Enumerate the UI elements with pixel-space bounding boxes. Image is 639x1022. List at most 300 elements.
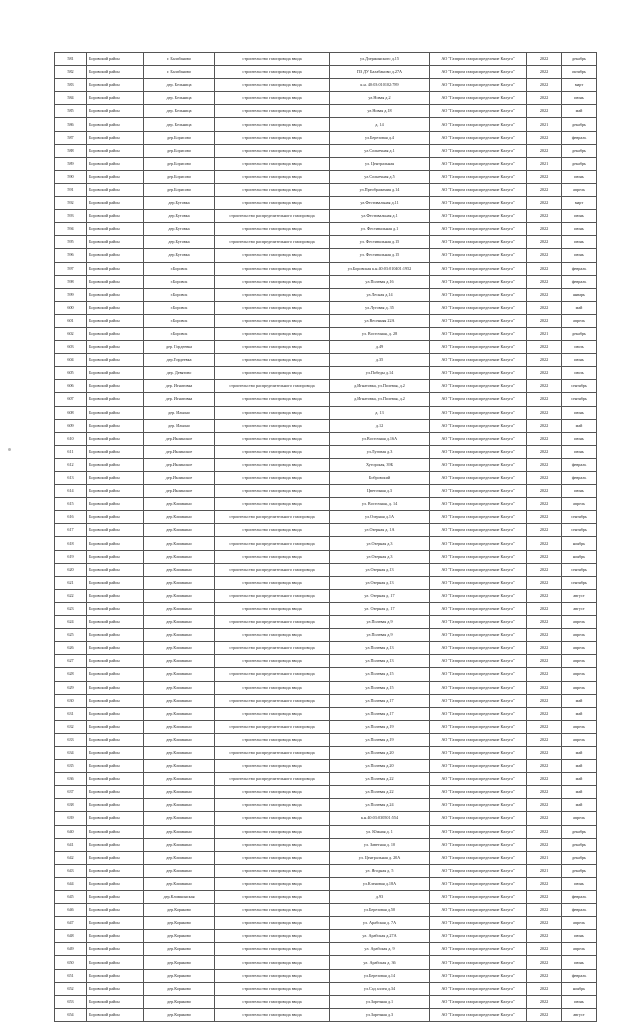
district-cell: Боровский район [87,511,144,524]
month-cell: июнь [562,445,597,458]
row-number-cell: 591 [55,183,87,196]
settlement-cell: дер.Иклинское [144,445,215,458]
district-cell: Боровский район [87,576,144,589]
table-row [55,92,597,105]
address-cell: ул.Преображения д.14 [330,183,430,196]
address-cell: ул. Ягодная д. 5 [330,864,430,877]
organization-cell: АО "Газпром газораспределение Калуга" [430,995,527,1008]
month-cell: июнь [562,236,597,249]
month-cell: сентябрь [562,524,597,537]
row-number-cell: 589 [55,157,87,170]
organization-cell: АО "Газпром газораспределение Калуга" [430,314,527,327]
district-cell: Боровский район [87,720,144,733]
district-cell: Боровский район [87,602,144,615]
month-cell: апрель [562,733,597,746]
month-cell: май [562,773,597,786]
address-cell: д. 14 [330,118,430,131]
address-cell: ул.Озерная д.1А [330,511,430,524]
organization-cell: АО "Газпром газораспределение Калуга" [430,498,527,511]
row-number-cell: 590 [55,170,87,183]
address-cell: ул.Полевая д.19 [330,720,430,733]
row-number-cell: 651 [55,969,87,982]
work-type-cell: строительство газопровода ввода [215,485,330,498]
month-cell: июнь [562,210,597,223]
settlement-cell: дер.Борисово [144,131,215,144]
year-cell: 2022 [527,812,562,825]
organization-cell: АО "Газпром газораспределение Калуга" [430,183,527,196]
row-number-cell: 652 [55,982,87,995]
month-cell: август [562,1008,597,1021]
month-cell: май [562,707,597,720]
settlement-cell: дер.Климкино [144,746,215,759]
settlement-cell: дер.Климкино [144,616,215,629]
organization-cell: АО "Газпром газораспределение Калуга" [430,550,527,563]
work-type-cell: строительство газопровода ввода [215,354,330,367]
work-type-cell: строительство распределительного газопровода [215,668,330,681]
work-type-cell: строительство распределительного газопровода [215,563,330,576]
year-cell: 2022 [527,904,562,917]
month-cell: апрель [562,642,597,655]
work-type-cell: строительство газопровода ввода [215,877,330,890]
address-cell: ул.Озерная д.13 [330,563,430,576]
settlement-cell: дер.Коряково [144,1008,215,1021]
organization-cell: АО "Газпром газораспределение Калуга" [430,746,527,759]
year-cell: 2022 [527,746,562,759]
work-type-cell: строительство газопровода ввода [215,53,330,66]
work-type-cell: строительство газопровода ввода [215,891,330,904]
row-number-cell: 606 [55,380,87,393]
district-cell: Боровский район [87,472,144,485]
work-type-cell: строительство газопровода ввода [215,930,330,943]
row-number-cell: 587 [55,131,87,144]
row-number-cell: 581 [55,53,87,66]
year-cell: 2021 [527,851,562,864]
settlement-cell: дер.Коряково [144,917,215,930]
organization-cell: АО "Газпром газораспределение Калуга" [430,891,527,904]
organization-cell: АО "Газпром газораспределение Калуга" [430,694,527,707]
settlement-cell: дер.Бутовка [144,197,215,210]
settlement-cell: дер.Климкино [144,733,215,746]
settlement-cell: дер.Иклинское [144,432,215,445]
work-type-cell: строительство газопровода ввода [215,105,330,118]
work-type-cell: строительство распределительного газопровода [215,773,330,786]
row-number-cell: 600 [55,301,87,314]
work-type-cell: строительство газопровода ввода [215,419,330,432]
address-cell: ул. Центральная [330,157,430,170]
organization-cell: АО "Газпром газораспределение Калуга" [430,118,527,131]
district-cell: Боровский район [87,616,144,629]
settlement-cell: дер.Климкино [144,563,215,576]
work-type-cell: строительство газопровода ввода [215,66,330,79]
year-cell: 2021 [527,118,562,131]
organization-cell: АО "Газпром газораспределение Калуга" [430,485,527,498]
district-cell: Боровский район [87,170,144,183]
table-body [55,53,597,1022]
table-row [55,655,597,668]
month-cell: апрель [562,655,597,668]
district-cell: Боровский район [87,210,144,223]
district-cell: Боровский район [87,341,144,354]
row-number-cell: 584 [55,92,87,105]
district-cell: Боровский район [87,66,144,79]
work-type-cell: строительство газопровода ввода [215,498,330,511]
settlement-cell: дер.Климкино [144,524,215,537]
organization-cell: АО "Газпром газораспределение Калуга" [430,563,527,576]
district-cell: Боровский район [87,786,144,799]
year-cell: 2022 [527,485,562,498]
row-number-cell: 621 [55,576,87,589]
district-cell: Боровский район [87,629,144,642]
year-cell: 2022 [527,367,562,380]
month-cell: май [562,746,597,759]
district-cell: Боровский район [87,498,144,511]
month-cell: декабрь [562,157,597,170]
address-cell: ул.Дзержинского д.15 [330,53,430,66]
district-cell: Боровский район [87,197,144,210]
work-type-cell: строительство газопровода ввода [215,838,330,851]
month-cell: ноябрь [562,982,597,995]
district-cell: Боровский район [87,956,144,969]
settlement-cell: дер.Климкино [144,720,215,733]
work-type-cell: строительство газопровода ввода [215,249,330,262]
table-row [55,105,597,118]
settlement-cell: дер. Ильино [144,419,215,432]
year-cell: 2022 [527,694,562,707]
table-row [55,969,597,982]
row-number-cell: 639 [55,812,87,825]
year-cell: 2022 [527,956,562,969]
district-cell: Боровский район [87,982,144,995]
table-row [55,917,597,930]
district-cell: Боровский район [87,79,144,92]
address-cell: д.35 [330,354,430,367]
settlement-cell: г.Боровск [144,275,215,288]
settlement-cell: дер.Иклинское [144,458,215,471]
organization-cell: АО "Газпром газораспределение Калуга" [430,589,527,602]
row-number-cell: 637 [55,786,87,799]
year-cell: 2022 [527,210,562,223]
table-row [55,629,597,642]
organization-cell: АО "Газпром газораспределение Калуга" [430,327,527,340]
year-cell: 2022 [527,589,562,602]
organization-cell: АО "Газпром газораспределение Калуга" [430,616,527,629]
year-cell: 2022 [527,53,562,66]
district-cell: Боровский район [87,354,144,367]
row-number-cell: 623 [55,602,87,615]
settlement-cell: дер.Климкино [144,642,215,655]
table-row [55,877,597,890]
work-type-cell: строительство газопровода ввода [215,314,330,327]
work-type-cell: строительство газопровода ввода [215,550,330,563]
work-type-cell: строительство газопровода ввода [215,458,330,471]
table-row [55,79,597,92]
address-cell: ул.Фестивальная д.11 [330,197,430,210]
month-cell: декабрь [562,53,597,66]
table-row [55,144,597,157]
row-number-cell: 594 [55,223,87,236]
month-cell: июнь [562,223,597,236]
month-cell: апрель [562,720,597,733]
row-number-cell: 628 [55,668,87,681]
year-cell: 2022 [527,733,562,746]
year-cell: 2022 [527,314,562,327]
district-cell: Боровский район [87,825,144,838]
row-number-cell: 604 [55,354,87,367]
district-cell: Боровский район [87,223,144,236]
work-type-cell: строительство газопровода ввода [215,288,330,301]
address-cell: ул.Полевая д.22 [330,786,430,799]
row-number-cell: 620 [55,563,87,576]
month-cell: июнь [562,877,597,890]
district-cell: Боровский район [87,105,144,118]
month-cell: декабрь [562,825,597,838]
table-row [55,838,597,851]
organization-cell: АО "Газпром газораспределение Калуга" [430,629,527,642]
work-type-cell: строительство распределительного газопровода [215,210,330,223]
work-type-cell: строительство газопровода ввода [215,79,330,92]
organization-cell: АО "Газпром газораспределение Калуга" [430,354,527,367]
district-cell: Боровский район [87,930,144,943]
settlement-cell: дер.Климкино [144,851,215,864]
row-number-cell: 615 [55,498,87,511]
table-row [55,288,597,301]
year-cell: 2022 [527,995,562,1008]
work-type-cell: строительство газопровода ввода [215,917,330,930]
district-cell: Боровский район [87,851,144,864]
address-cell: ул.Полевая д.15 [330,681,430,694]
district-cell: Боровский район [87,524,144,537]
year-cell: 2021 [527,157,562,170]
month-cell: май [562,786,597,799]
district-cell: Боровский район [87,131,144,144]
table-row [55,733,597,746]
row-number-cell: 635 [55,760,87,773]
district-cell: Боровский район [87,367,144,380]
row-number-cell: 625 [55,629,87,642]
year-cell: 2022 [527,92,562,105]
settlement-cell: дер.Климкино [144,668,215,681]
address-cell: ул.Полевая д.20 [330,746,430,759]
table-row [55,576,597,589]
row-number-cell: 646 [55,904,87,917]
year-cell: 2022 [527,629,562,642]
row-number-cell: 622 [55,589,87,602]
address-cell: ул.Сад аллея д.34 [330,982,430,995]
month-cell: июнь [562,930,597,943]
work-type-cell: строительство распределительного газопровода [215,642,330,655]
row-number-cell: 618 [55,537,87,550]
address-cell: д. 13 [330,406,430,419]
month-cell: апрель [562,616,597,629]
year-cell: 2022 [527,223,562,236]
address-cell: ул.Лесная д.14 [330,288,430,301]
month-cell: февраль [562,275,597,288]
table-row [55,354,597,367]
address-cell: ул.Боровская к.н.40:03:010401:1952 [330,262,430,275]
month-cell: февраль [562,904,597,917]
work-type-cell: строительство газопровода ввода [215,223,330,236]
year-cell: 2022 [527,969,562,982]
month-cell: октябрь [562,66,597,79]
settlement-cell: дер.Климкино [144,629,215,642]
settlement-cell: дер.Климкино [144,707,215,720]
month-cell: апрель [562,183,597,196]
address-cell: ул.Восточная д.16А [330,432,430,445]
row-number-cell: 642 [55,851,87,864]
month-cell: май [562,694,597,707]
address-cell: ПЗ ДУ Балабаново д.27А [330,66,430,79]
row-number-cell: 582 [55,66,87,79]
organization-cell: АО "Газпром газораспределение Калуга" [430,223,527,236]
work-type-cell: строительство газопровода ввода [215,629,330,642]
settlement-cell: дер.Коряково [144,904,215,917]
month-cell: ноябрь [562,537,597,550]
address-cell: ул.Солнечная д.5 [330,170,430,183]
organization-cell: АО "Газпром газораспределение Калуга" [430,655,527,668]
work-type-cell: строительство газопровода ввода [215,812,330,825]
row-number-cell: 592 [55,197,87,210]
table-row [55,1008,597,1021]
settlement-cell: дер.Климкино [144,498,215,511]
address-cell: ул. Восточная, д. 14 [330,498,430,511]
month-cell: апрель [562,668,597,681]
month-cell: июнь [562,92,597,105]
district-cell: Боровский район [87,746,144,759]
address-cell: ул.Полевая д.16 [330,275,430,288]
table-row [55,773,597,786]
year-cell: 2022 [527,891,562,904]
district-cell: Боровский район [87,144,144,157]
year-cell: 2022 [527,760,562,773]
settlement-cell: дер.Коряково [144,982,215,995]
table-row [55,956,597,969]
organization-cell: АО "Газпром газораспределение Калуга" [430,773,527,786]
address-cell: к.н.40:03:030501:554 [330,812,430,825]
district-cell: Боровский район [87,904,144,917]
address-cell: ул. Заветная д. 10 [330,838,430,851]
settlement-cell: дер.Климкино [144,760,215,773]
district-cell: Боровский район [87,681,144,694]
work-type-cell: строительство газопровода ввода [215,92,330,105]
address-cell: ул. Восточная, д. 28 [330,327,430,340]
settlement-cell: дер.Климкино [144,812,215,825]
address-cell: ул. Фестивальная д.1 [330,223,430,236]
settlement-cell: дер.Борисово [144,170,215,183]
work-type-cell: строительство распределительного газопровода [215,720,330,733]
month-cell: февраль [562,969,597,982]
address-cell: Хуторская, 39Б [330,458,430,471]
row-number-cell: 633 [55,733,87,746]
year-cell: 2022 [527,262,562,275]
work-type-cell: строительство газопровода ввода [215,131,330,144]
settlement-cell: дер. Гордеевка [144,341,215,354]
work-type-cell: строительство газопровода ввода [215,275,330,288]
address-cell: ул.Полевая д.19 [330,733,430,746]
address-cell: Цветочная д.3 [330,485,430,498]
address-cell: ул.Луговая д.3 [330,445,430,458]
organization-cell: АО "Газпром газораспределение Калуга" [430,105,527,118]
district-cell: Боровский район [87,327,144,340]
table-row [55,236,597,249]
work-type-cell: строительство распределительного газопровода [215,746,330,759]
table-row [55,262,597,275]
table-row [55,720,597,733]
month-cell: декабрь [562,864,597,877]
organization-cell: АО "Газпром газораспределение Калуга" [430,930,527,943]
year-cell: 2022 [527,1008,562,1021]
district-cell: Боровский район [87,118,144,131]
district-cell: Боровский район [87,236,144,249]
month-cell: ноябрь [562,550,597,563]
year-cell: 2022 [527,616,562,629]
organization-cell: АО "Газпром газораспределение Калуга" [430,131,527,144]
year-cell: 2022 [527,275,562,288]
organization-cell: АО "Газпром газораспределение Калуга" [430,511,527,524]
row-number-cell: 638 [55,799,87,812]
settlement-cell: дер. Ильино [144,406,215,419]
settlement-cell: г. Балабаново [144,53,215,66]
row-number-cell: 605 [55,367,87,380]
district-cell: Боровский район [87,262,144,275]
year-cell: 2022 [527,825,562,838]
work-type-cell: строительство газопровода ввода [215,157,330,170]
work-type-cell: строительство газопровода ввода [215,524,330,537]
month-cell: февраль [562,458,597,471]
district-cell: Боровский район [87,432,144,445]
district-cell: Боровский район [87,275,144,288]
settlement-cell: дер. Игнатовка [144,393,215,406]
address-cell: ул.Новая д.2 [330,92,430,105]
month-cell: июнь [562,956,597,969]
work-type-cell: строительство газопровода ввода [215,432,330,445]
district-cell: Боровский район [87,969,144,982]
month-cell: июнь [562,406,597,419]
address-cell: д.12 [330,419,430,432]
district-cell: Боровский район [87,419,144,432]
table-row [55,864,597,877]
month-cell: март [562,197,597,210]
year-cell: 2022 [527,170,562,183]
row-number-cell: 593 [55,210,87,223]
year-cell: 2022 [527,550,562,563]
organization-cell: АО "Газпром газораспределение Калуга" [430,786,527,799]
year-cell: 2022 [527,406,562,419]
address-cell: ул.Солнечная д.1 [330,144,430,157]
year-cell: 2022 [527,799,562,812]
work-type-cell: строительство газопровода ввода [215,144,330,157]
district-cell: Боровский район [87,733,144,746]
settlement-cell: дер.Коряково [144,943,215,956]
organization-cell: АО "Газпром газораспределение Калуга" [430,642,527,655]
district-cell: Боровский район [87,1008,144,1021]
work-type-cell: строительство газопровода ввода [215,760,330,773]
table-row [55,301,597,314]
table-row [55,694,597,707]
district-cell: Боровский район [87,799,144,812]
year-cell: 2022 [527,432,562,445]
work-type-cell: строительство газопровода ввода [215,183,330,196]
work-type-cell: строительство газопровода ввода [215,707,330,720]
work-type-cell: строительство газопровода ввода [215,301,330,314]
year-cell: 2022 [527,930,562,943]
month-cell: август [562,589,597,602]
row-number-cell: 653 [55,995,87,1008]
year-cell: 2022 [527,498,562,511]
address-cell: ул.Озерная д. 1А [330,524,430,537]
organization-cell: АО "Газпром газораспределение Калуга" [430,406,527,419]
settlement-cell: г.Боровск [144,327,215,340]
work-type-cell: строительство газопровода ввода [215,393,330,406]
